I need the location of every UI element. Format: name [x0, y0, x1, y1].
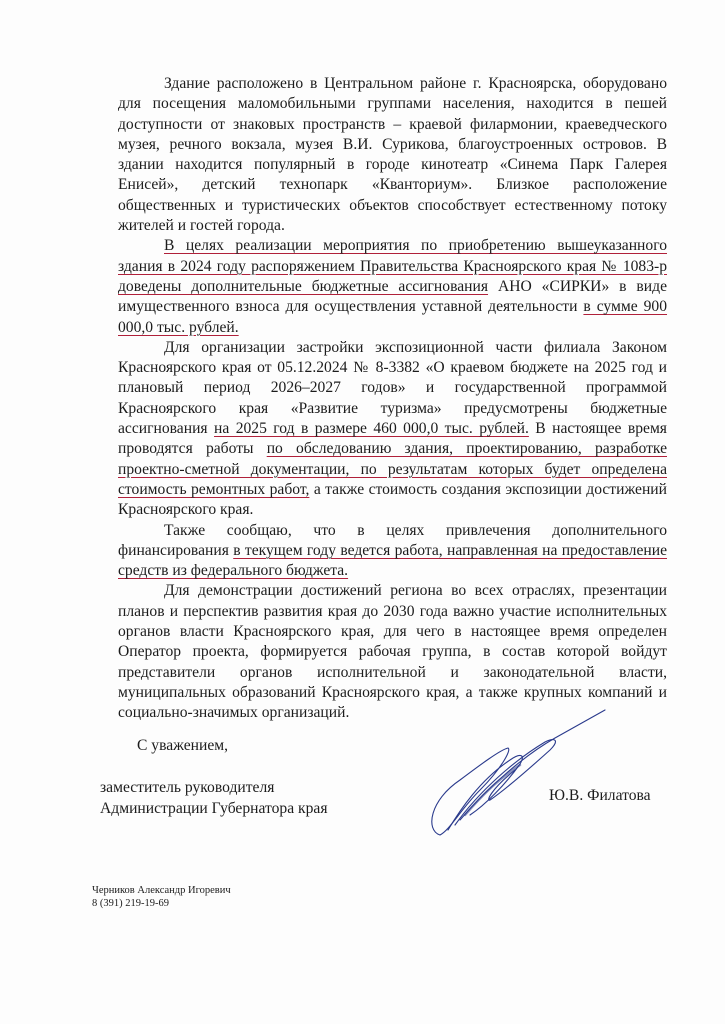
letter-paragraph — [118, 236, 667, 337]
paragraph-text: В настоящее время проводятся работы — [118, 420, 667, 458]
paragraph-text: АНО «СИРКИ» в виде имущественного взноса для осуществления уставной деятельности — [118, 277, 667, 316]
letter-paragraph — [118, 74, 667, 236]
paragraph-text: Также сообщаю, что в целях привлечения дополнительного финансирования — [118, 521, 667, 559]
underlined-text: по обследованию здания, проектированию, разработке проектно-сметной документации, по результатам которых будет определена стоимость ремонтных работ, — [118, 440, 667, 498]
underlined-text: в сумме 900 000,0 тыс. рублей. — [118, 298, 668, 336]
handwritten-signature-icon — [420, 680, 610, 850]
underlined-text: В целях реализации мероприятия по приобретению вышеуказанного здания в 2024 году распоряжением Правительства Красноярского края № 1083-р доведены дополнительные бюджетные ассигнования — [118, 237, 667, 295]
closing-salutation: С уважением, — [137, 737, 229, 754]
underlined-text: в текущем году ведется работа, направленная на предоставление средств из федерального бюджета. — [118, 541, 667, 580]
signer-position — [100, 777, 328, 819]
letter-paragraph — [118, 521, 667, 582]
paragraph-text: Для организации застройки экспозиционной части филиала Законом Красноярского края от 05.12.2024 № 8-3382 «О краевом бюджете на 2025 год и плановый период 2026–2027 годов» и государственной программой Красноярского края «Развитие туризма» предусмотрены бюджетные ассигнования — [118, 338, 667, 438]
letter-body — [118, 74, 667, 724]
paragraph-text: Здание расположено в Центральном районе г. Красноярска, оборудовано для посещения маломобильными группами населения, находится в пешей доступности от знаковых пространств – краевой филармонии, краеведческого музея, речного вокзала, музея В.И. Сурикова, благоустроенных островов. В здании находится популярный в городе кинотеатр «Синема Парк Галерея Енисей», детский технопарк «Кванториум». Близкое расположение общественных и туристических объектов способствует естественному потоку жителей и гостей города. — [118, 75, 667, 235]
paragraph-text: Для демонстрации достижений региона во всех отраслях, презентации планов и перспектив развития края до 2030 года важно участие исполнительных органов власти Красноярского края, для чего в настоящее время определен Оператор проекта, формируется рабочая группа, в состав которой войдут представители органов исполнительной и законодательной власти, муниципальных образований Красноярского края, а также крупных компаний и социально-значимых организаций. — [118, 582, 667, 722]
executor-name: Черников Александр Игоревич — [92, 885, 231, 896]
underlined-text: на 2025 год в размере 460 000,0 тыс. рублей. — [214, 420, 529, 438]
position-line-2: Администрации Губернатора края — [100, 800, 328, 817]
letter-paragraph — [118, 338, 667, 521]
signer-name: Ю.В. Филатова — [549, 787, 651, 804]
executor-info — [92, 884, 231, 910]
executor-phone: 8 (391) 219-19-69 — [92, 898, 169, 909]
position-line-1: заместитель руководителя — [100, 779, 275, 796]
paragraph-text: а также стоимость создания экспозиции достижений Красноярского края. — [118, 480, 667, 519]
